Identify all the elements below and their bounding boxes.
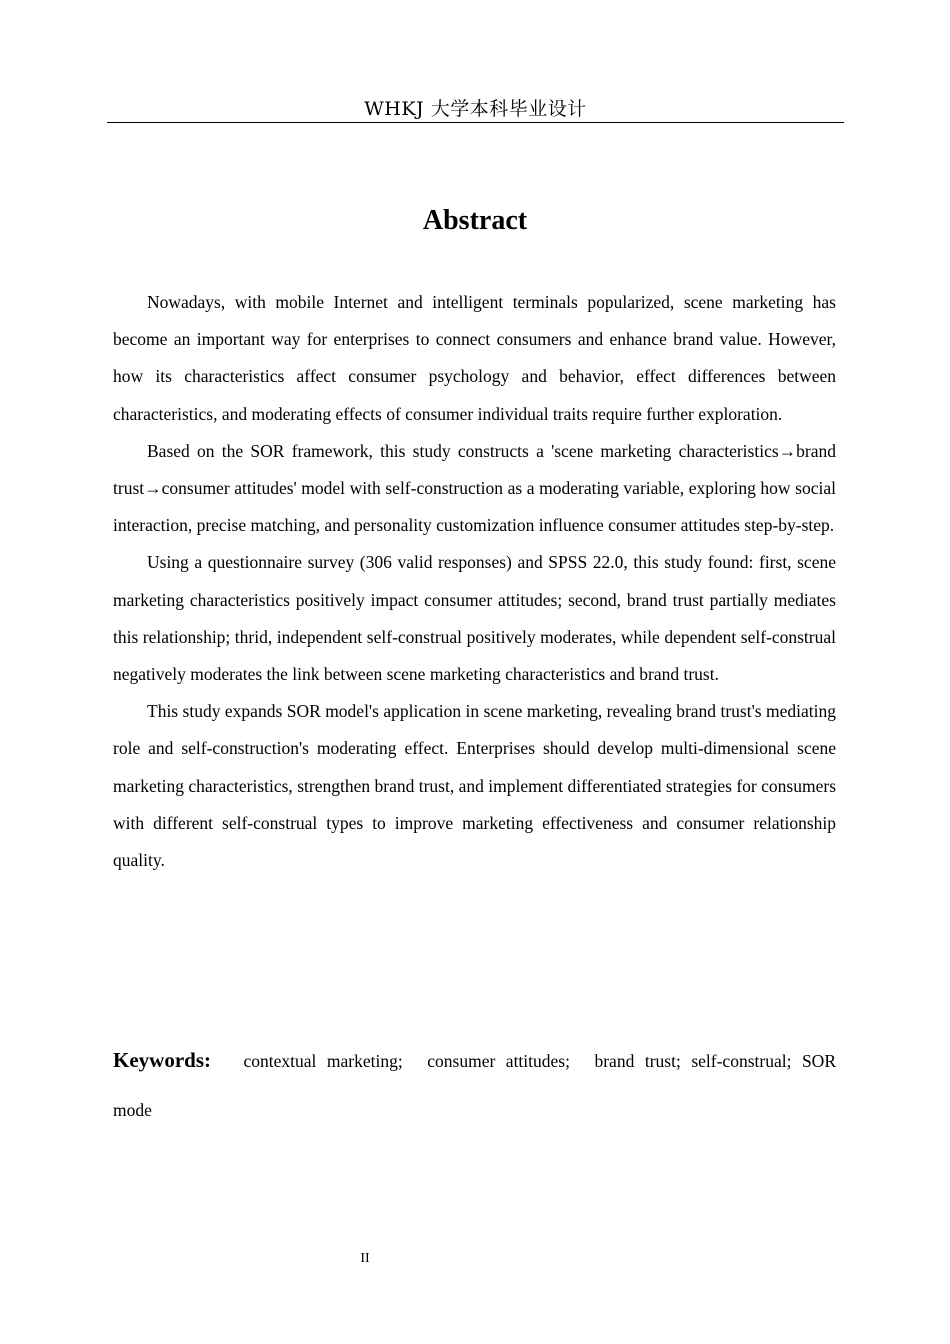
- abstract-title: Abstract: [422, 205, 528, 236]
- abstract-paragraph-3: Using a questionnaire survey (306 valid responses) and SPSS 22.0, this study found: first, scene marketing characteristics positively impact consumer attitudes; second, brand trust partially mediates this relationship; thrid, independent self-construal positively moderates, while dependent self-construal negatively moderates the link between scene marketing characteristics and brand trust.: [113, 552, 836, 685]
- keywords-block: [113, 1036, 836, 1135]
- keyword-item: brand trust; self-construal;: [594, 1051, 792, 1071]
- keywords-label: Keywords:: [113, 1048, 211, 1072]
- keyword-item: consumer attitudes;: [427, 1051, 570, 1071]
- abstract-paragraph-4: This study expands SOR model's application in scene marketing, revealing brand trust's mediating role and self-construction's moderating effect. Enterprises should develop multi-dimensional scene marketing characteristics, strengthen brand trust, and implement differentiated strategies for consumers with different self-construal types to improve marketing effectiveness and consumer relationship quality.: [113, 701, 836, 871]
- keyword-item: SOR mode: [113, 1051, 836, 1120]
- keyword-item: contextual marketing;: [243, 1051, 403, 1071]
- abstract-body: [113, 284, 836, 879]
- abstract-paragraph-1: Nowadays, with mobile Internet and intelligent terminals popularized, scene marketing has become an important way for enterprises to connect consumers and enhance brand value. However, how its characteristics affect consumer psychology and behavior, effect differences between characteristics, and moderating effects of consumer individual traits require further exploration.: [113, 292, 836, 424]
- page-number: II: [360, 1251, 370, 1266]
- running-header: WHKJ 大学本科毕业设计: [107, 96, 844, 123]
- abstract-paragraph-2: Based on the SOR framework, this study constructs a 'scene marketing characteristics→brand trust→consumer attitudes' model with self-construction as a moderating variable, exploring how social interaction, precise matching, and personality customization influence consumer attitudes step-by-step.: [113, 440, 836, 536]
